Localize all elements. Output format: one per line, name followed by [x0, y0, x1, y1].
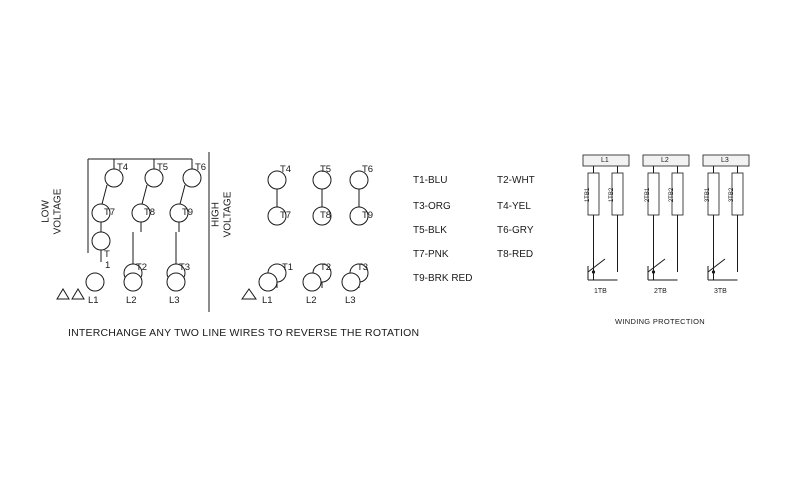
color-code-t7: T7-PNK [413, 249, 449, 260]
low-voltage-label [41, 172, 64, 252]
high-node-l3-circle [342, 273, 360, 291]
low-label-t6: T6 [195, 162, 207, 173]
high-label-t2: T2 [320, 262, 332, 273]
wp-bottom-label-2: 2TB [654, 288, 667, 295]
low-label-t3: T3 [179, 262, 191, 273]
low-link-t6-t9 [180, 185, 185, 204]
high-node-l1-circle [259, 273, 277, 291]
high-label-t1: T1 [282, 262, 294, 273]
wp-box-label-3-right: 3TB2 [729, 187, 736, 203]
wp-contact-3 [708, 259, 725, 272]
low-delta-symbol-2 [72, 289, 84, 299]
color-code-t8: T8-RED [497, 249, 534, 260]
wp-box-label-2-left: 2TB1 [645, 187, 652, 203]
color-code-t9: T9-BRK RED [413, 273, 473, 284]
wp-dot-1 [592, 270, 595, 273]
high-label-t8: T8 [320, 210, 332, 221]
wp-box-label-3-left: 3TB1 [705, 187, 712, 203]
low-label-t5: T5 [157, 162, 169, 173]
rotation-caption: INTERCHANGE ANY TWO LINE WIRES TO REVERSE THE ROTATION [68, 327, 420, 339]
low-label-t4: T4 [117, 162, 129, 173]
high-delta-symbol-1 [242, 289, 256, 299]
low-label-t8: T8 [144, 207, 156, 218]
wp-top-label-3: L3 [721, 157, 729, 164]
color-code-t5: T5-BLK [413, 225, 447, 236]
high-label-t3: T3 [357, 262, 369, 273]
color-code-t2: T2-WHT [497, 175, 535, 186]
high-label-t6: T6 [362, 164, 374, 175]
wp-bottom-label-3: 3TB [714, 288, 727, 295]
low-label-l1: L1 [88, 295, 99, 306]
high-label-t5: T5 [320, 164, 332, 175]
high-label-l1: L1 [262, 295, 273, 306]
color-code-t4: T4-YEL [497, 201, 531, 212]
low-label-t1-letter: T [104, 249, 110, 260]
low-delta-symbol-1 [57, 289, 69, 299]
high-node-l2-circle [303, 273, 321, 291]
low-node-l3 [167, 273, 185, 291]
wp-top-label-1: L1 [601, 157, 609, 164]
high-label-t4: T4 [280, 164, 292, 175]
wp-top-label-2: L2 [661, 157, 669, 164]
wp-contact-2 [648, 259, 665, 272]
low-label-l2: L2 [126, 295, 137, 306]
wp-box-label-2-right: 2TB2 [669, 187, 676, 203]
wp-box-label-1-left: 1TB1 [585, 187, 592, 203]
high-voltage-label [211, 175, 234, 255]
high-label-l3: L3 [345, 295, 356, 306]
low-label-t7: T7 [104, 207, 116, 218]
low-node-l2 [124, 273, 142, 291]
winding-protection-caption: WINDING PROTECTION [615, 317, 705, 326]
low-label-t2: T2 [136, 262, 148, 273]
wp-contact-1 [588, 259, 605, 272]
low-voltage-line2: VOLTAGE [52, 188, 63, 235]
wp-dot-3 [712, 270, 715, 273]
color-code-t3: T3-ORG [413, 201, 451, 212]
high-label-l2: L2 [306, 295, 317, 306]
wp-box-label-1-right: 1TB2 [609, 187, 616, 203]
wp-dot-2 [652, 270, 655, 273]
color-code-t1: T1-BLU [413, 175, 448, 186]
high-voltage-line2: VOLTAGE [222, 191, 233, 238]
low-label-t1-number: 1 [105, 260, 111, 271]
color-code-t6: T6-GRY [497, 225, 534, 236]
wp-bottom-label-1: 1TB [594, 288, 607, 295]
low-voltage-line1: LOW [40, 200, 52, 223]
high-label-t9: T9 [362, 210, 374, 221]
low-label-t9: T9 [182, 207, 194, 218]
high-label-t7: T7 [280, 210, 292, 221]
low-link-t5-t8 [142, 185, 147, 204]
low-node-t1 [92, 232, 110, 250]
high-voltage-line1: HIGH [210, 202, 222, 227]
low-node-l1 [86, 273, 104, 291]
low-label-l3: L3 [169, 295, 180, 306]
low-link-t4-t7 [102, 185, 107, 204]
